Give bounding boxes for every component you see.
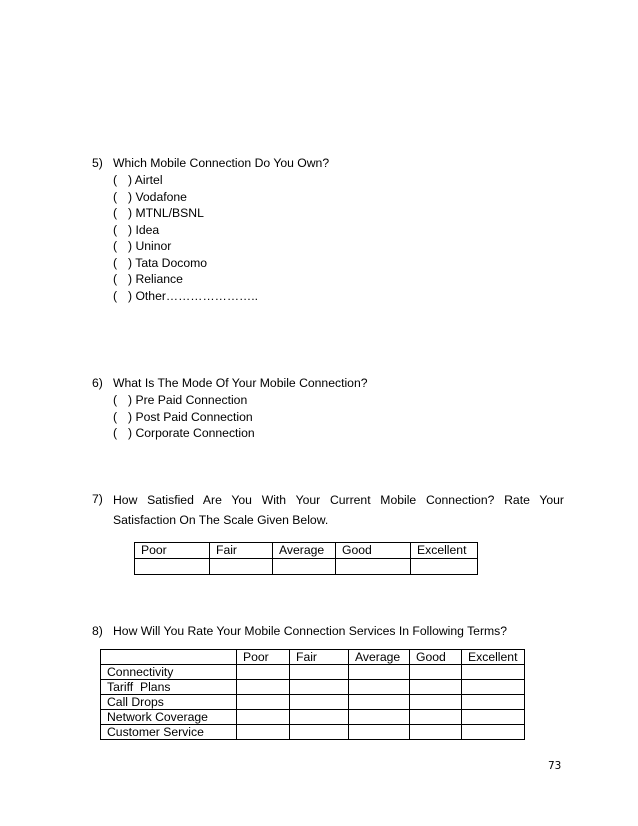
q8-header-cell: Poor xyxy=(237,650,290,665)
q7-answer-cell[interactable] xyxy=(336,559,411,575)
q8-answer-cell[interactable] xyxy=(349,725,410,740)
q5-option[interactable] xyxy=(113,190,187,204)
option-label: ) Corporate Connection xyxy=(128,426,255,440)
option-paren: ( xyxy=(113,426,118,440)
page-number: 73 xyxy=(548,760,562,772)
q8-answer-cell[interactable] xyxy=(237,695,290,710)
q7-answer-cell[interactable] xyxy=(135,559,210,575)
q8-answer-cell[interactable] xyxy=(410,695,462,710)
option-paren: ( xyxy=(113,410,118,424)
q8-header-cell: Average xyxy=(349,650,410,665)
option-paren: ( xyxy=(113,190,118,204)
q5-option[interactable] xyxy=(113,223,159,237)
q8-row-label: Customer Service xyxy=(101,725,237,740)
q7-scale-label: Average xyxy=(273,543,336,559)
q8-question: How Will You Rate Your Mobile Connection Services In Following Terms? xyxy=(113,624,508,638)
q5-option[interactable] xyxy=(113,256,207,270)
q5-option[interactable] xyxy=(113,173,163,187)
q8-row xyxy=(101,680,525,695)
q8-answer-cell[interactable] xyxy=(290,695,349,710)
option-paren: ( xyxy=(113,272,118,286)
q7-answer-cell[interactable] xyxy=(273,559,336,575)
q8-rating-table xyxy=(100,649,525,740)
q8-header-cell: Good xyxy=(410,650,462,665)
q8-row xyxy=(101,710,525,725)
q8-answer-cell[interactable] xyxy=(290,710,349,725)
option-paren: ( xyxy=(113,256,118,270)
q6-option[interactable] xyxy=(113,393,247,407)
q7-scale-label: Fair xyxy=(210,543,273,559)
option-label: ) Tata Docomo xyxy=(128,256,208,270)
option-paren: ( xyxy=(113,206,118,220)
q8-answer-cell[interactable] xyxy=(290,665,349,680)
q8-number: 8) xyxy=(92,624,103,638)
q8-answer-cell[interactable] xyxy=(349,710,410,725)
q8-header-cell: Fair xyxy=(290,650,349,665)
q8-answer-cell[interactable] xyxy=(349,695,410,710)
option-label: ) Uninor xyxy=(128,239,172,253)
option-paren: ( xyxy=(113,393,118,407)
q7-question-line1: How Satisfied Are You With Your Current Mobile Connection? Rate Your xyxy=(113,493,564,507)
q8-answer-cell[interactable] xyxy=(410,725,462,740)
q8-header-row xyxy=(101,650,525,665)
q7-scale-label: Good xyxy=(336,543,411,559)
q8-row xyxy=(101,665,525,680)
q8-answer-cell[interactable] xyxy=(462,665,525,680)
q6-option[interactable] xyxy=(113,426,255,440)
q8-row-label: Call Drops xyxy=(101,695,237,710)
q8-answer-cell[interactable] xyxy=(290,725,349,740)
q8-answer-cell[interactable] xyxy=(237,725,290,740)
q7-scale-answer-row xyxy=(135,559,478,575)
q8-header-cell: Excellent xyxy=(462,650,525,665)
q8-header-cell xyxy=(101,650,237,665)
q6-option[interactable] xyxy=(113,410,253,424)
option-paren: ( xyxy=(113,239,118,253)
option-label: ) Reliance xyxy=(128,272,183,286)
q5-number: 5) xyxy=(92,156,103,170)
q7-scale-table xyxy=(134,542,478,575)
q5-option[interactable] xyxy=(113,239,171,253)
q8-row-label: Tariff Plans xyxy=(101,680,237,695)
q6-number: 6) xyxy=(92,376,103,390)
q8-answer-cell[interactable] xyxy=(462,725,525,740)
q5-option[interactable] xyxy=(113,272,183,286)
q8-row-label: Connectivity xyxy=(101,665,237,680)
option-label: ) Other………………….. xyxy=(128,289,259,303)
q8-answer-cell[interactable] xyxy=(410,710,462,725)
q7-answer-cell[interactable] xyxy=(411,559,478,575)
q8-answer-cell[interactable] xyxy=(290,680,349,695)
q6-question: What Is The Mode Of Your Mobile Connection? xyxy=(113,376,368,390)
option-paren: ( xyxy=(113,173,118,187)
option-label: ) Airtel xyxy=(128,173,163,187)
option-label: ) MTNL/BSNL xyxy=(128,206,204,220)
q8-answer-cell[interactable] xyxy=(237,665,290,680)
q8-answer-cell[interactable] xyxy=(349,680,410,695)
q8-answer-cell[interactable] xyxy=(462,695,525,710)
option-label: ) Post Paid Connection xyxy=(128,410,253,424)
option-paren: ( xyxy=(113,223,118,237)
q8-answer-cell[interactable] xyxy=(237,710,290,725)
q7-scale-label: Poor xyxy=(135,543,210,559)
q5-question: Which Mobile Connection Do You Own? xyxy=(113,156,330,170)
q8-answer-cell[interactable] xyxy=(237,680,290,695)
option-label: ) Vodafone xyxy=(128,190,187,204)
q7-question xyxy=(113,490,564,530)
q7-question-line2: Satisfaction On The Scale Given Below. xyxy=(113,513,329,527)
q5-option[interactable] xyxy=(113,289,258,303)
q8-answer-cell[interactable] xyxy=(410,680,462,695)
option-label: ) Pre Paid Connection xyxy=(128,393,248,407)
q8-answer-cell[interactable] xyxy=(462,710,525,725)
q8-answer-cell[interactable] xyxy=(349,665,410,680)
q7-number: 7) xyxy=(92,492,103,506)
option-paren: ( xyxy=(113,289,118,303)
q7-scale-header-row xyxy=(135,543,478,559)
q8-answer-cell[interactable] xyxy=(462,680,525,695)
q7-scale-label: Excellent xyxy=(411,543,478,559)
q5-option[interactable] xyxy=(113,206,204,220)
q7-answer-cell[interactable] xyxy=(210,559,273,575)
q8-row xyxy=(101,725,525,740)
option-label: ) Idea xyxy=(128,223,160,237)
q8-row xyxy=(101,695,525,710)
q8-row-label: Network Coverage xyxy=(101,710,237,725)
q8-answer-cell[interactable] xyxy=(410,665,462,680)
